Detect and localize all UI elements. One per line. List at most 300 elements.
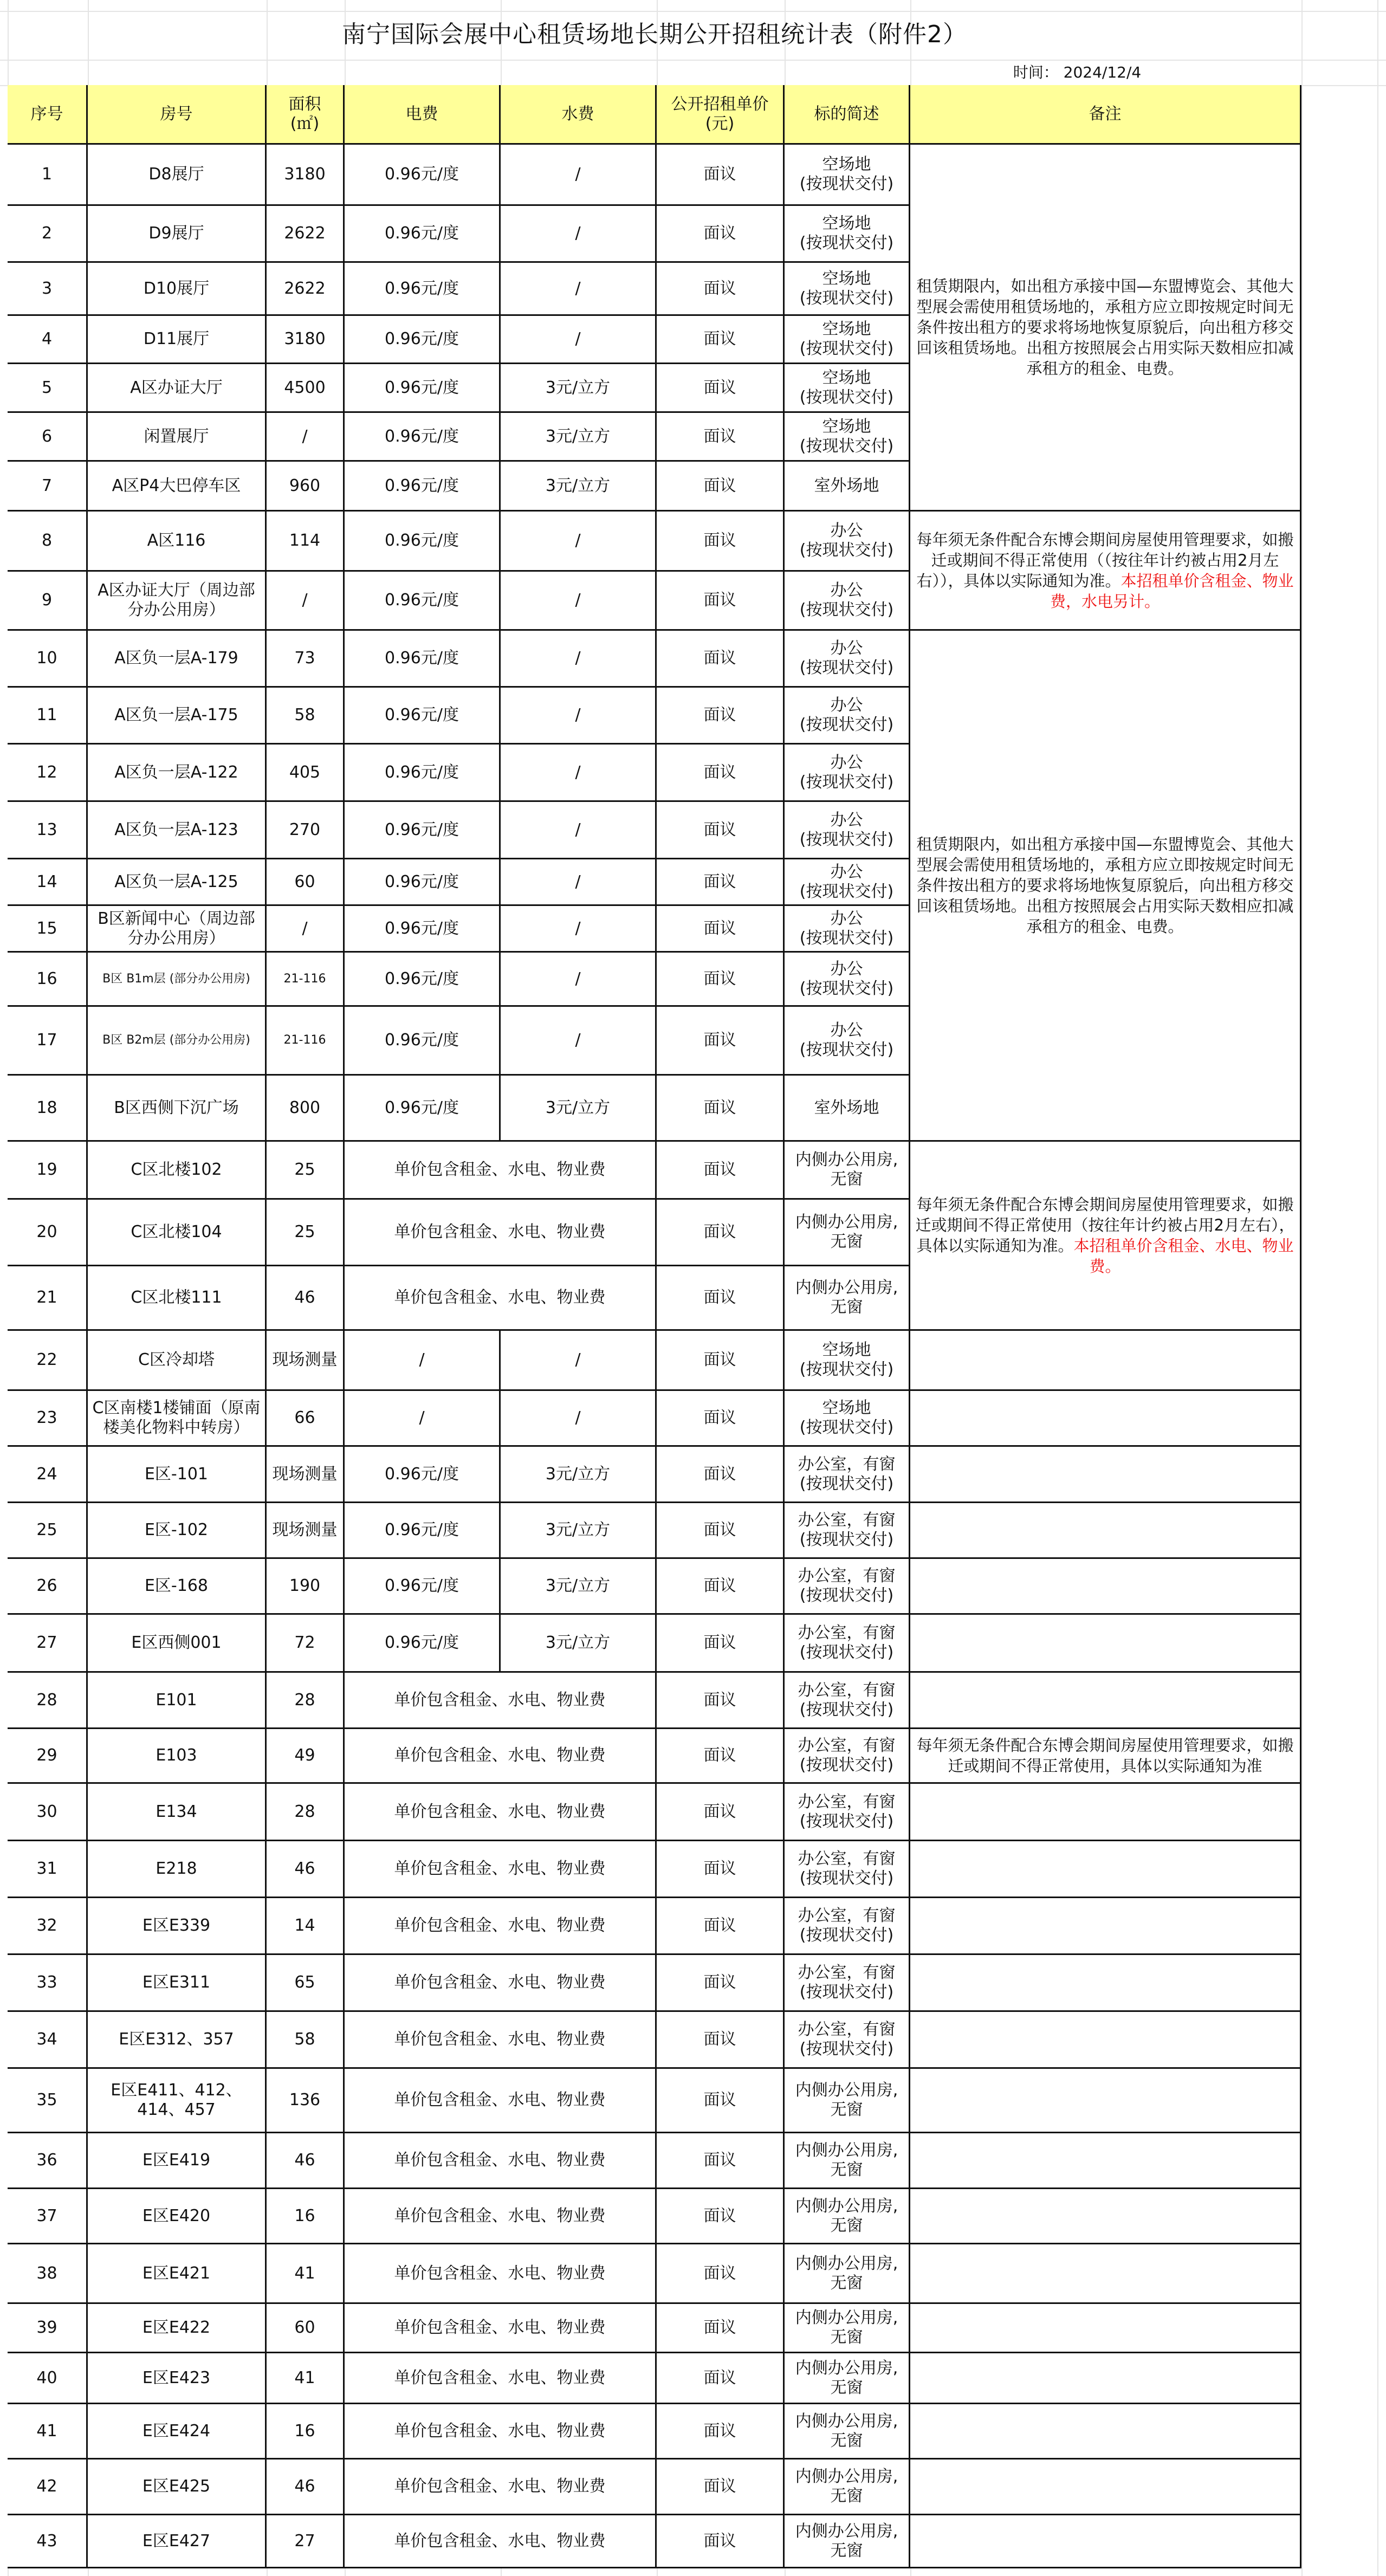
row-room xyxy=(88,572,267,631)
remark-row-29-text xyxy=(915,1735,1296,1776)
row-electricity xyxy=(345,145,501,206)
row-room-text: B区 B2m层 (部分办公用房) xyxy=(102,1033,250,1047)
row-index-text: 31 xyxy=(36,1859,57,1878)
row-description xyxy=(785,1898,910,1955)
row-room-text: B区 B1m层 (部分办公用房) xyxy=(102,972,250,986)
row-index xyxy=(8,512,88,572)
row-area xyxy=(267,2304,345,2353)
row-area-text: 190 xyxy=(289,1576,321,1595)
row-room xyxy=(88,1673,267,1729)
row-area xyxy=(267,206,345,263)
row-unit-price xyxy=(657,1076,785,1142)
row-area xyxy=(267,1784,345,1841)
row-unit-price xyxy=(657,1559,785,1615)
row-description-text: 空场地 (按现状交付) xyxy=(799,1341,894,1379)
header-remarks-text: 备注 xyxy=(1089,104,1122,124)
row-area-text: 73 xyxy=(294,649,315,668)
row-index xyxy=(8,1615,88,1673)
row-electricity xyxy=(345,316,501,364)
row-electricity xyxy=(345,688,501,745)
row-room xyxy=(88,1559,267,1615)
remark-rows-10-18-text xyxy=(915,834,1296,937)
row-electricity xyxy=(345,1391,501,1447)
row-area-text: 现场测量 xyxy=(272,1464,338,1484)
row-area-text: 现场测量 xyxy=(272,1520,338,1539)
row-area xyxy=(267,1447,345,1503)
row-index-text: 34 xyxy=(36,2030,57,2049)
row-area-text: 2622 xyxy=(284,279,326,298)
row-index xyxy=(8,1007,88,1076)
row-water xyxy=(501,413,657,462)
row-description-text: 办公 (按现状交付) xyxy=(799,810,894,849)
row-index-text: 24 xyxy=(36,1464,57,1484)
row-description xyxy=(785,1331,910,1391)
row-description xyxy=(785,1391,910,1447)
row-description-text: 空场地 (按现状交付) xyxy=(799,155,894,193)
row-water xyxy=(501,1331,657,1391)
row-unit-price xyxy=(657,1503,785,1559)
row-unit-price-text: 面议 xyxy=(703,378,736,397)
row-unit-price-text: 面议 xyxy=(703,2263,736,2283)
row-index xyxy=(8,688,88,745)
row-area xyxy=(267,2189,345,2244)
row-water-text: / xyxy=(575,918,581,938)
row-description xyxy=(785,145,910,206)
row-index xyxy=(8,413,88,462)
row-description-text: 内侧办公用房, 无窗 xyxy=(795,2358,898,2397)
row-unit-price-text: 面议 xyxy=(703,2318,736,2337)
row-area xyxy=(267,2515,345,2568)
row-unit-price xyxy=(657,2460,785,2515)
row-unit-price xyxy=(657,1142,785,1200)
remark-empty xyxy=(910,1447,1301,1503)
row-index-text: 37 xyxy=(36,2206,57,2225)
row-room-text: C区北楼111 xyxy=(131,1288,222,1307)
row-area-text: 46 xyxy=(294,2477,315,2496)
row-description xyxy=(785,859,910,906)
row-area-text: 4500 xyxy=(284,378,326,397)
row-area xyxy=(267,906,345,953)
row-room-text: C区北楼102 xyxy=(131,1160,222,1179)
row-fee-inclusive-text: 单价包含租金、水电、物业费 xyxy=(394,1859,606,1878)
row-water-text: / xyxy=(575,872,581,891)
row-index-text: 1 xyxy=(41,165,53,184)
row-room xyxy=(88,1266,267,1331)
row-water xyxy=(501,364,657,413)
row-index-text: 38 xyxy=(36,2263,57,2283)
row-room xyxy=(88,316,267,364)
row-area xyxy=(267,1331,345,1391)
row-water xyxy=(501,512,657,572)
row-unit-price xyxy=(657,1200,785,1266)
row-description-text: 内侧办公用房, 无窗 xyxy=(795,2308,898,2347)
row-room-text: D11展厅 xyxy=(143,329,210,348)
row-room xyxy=(88,631,267,688)
remark-rows-10-18 xyxy=(910,631,1301,1142)
row-room-text: E区E423 xyxy=(142,2368,211,2387)
row-electricity xyxy=(345,1007,501,1076)
row-description-text: 室外场地 xyxy=(814,1098,879,1117)
row-water xyxy=(501,145,657,206)
row-index xyxy=(8,1142,88,1200)
row-description xyxy=(785,906,910,953)
row-index xyxy=(8,1729,88,1784)
row-area xyxy=(267,688,345,745)
row-fee-inclusive-text: 单价包含租金、水电、物业费 xyxy=(394,1802,606,1821)
row-unit-price-text: 面议 xyxy=(703,1222,736,1241)
row-description xyxy=(785,462,910,512)
row-room xyxy=(88,2069,267,2133)
row-index xyxy=(8,2353,88,2404)
row-description xyxy=(785,1076,910,1142)
row-index xyxy=(8,2133,88,2189)
row-index xyxy=(8,1784,88,1841)
row-water-text: / xyxy=(575,649,581,668)
row-water xyxy=(501,462,657,512)
row-index-text: 23 xyxy=(36,1408,57,1427)
row-unit-price-text: 面议 xyxy=(703,969,736,988)
row-unit-price-text: 面议 xyxy=(703,1408,736,1427)
row-unit-price-text: 面议 xyxy=(703,649,736,668)
row-area-text: 现场测量 xyxy=(272,1350,338,1369)
row-description-text: 办公 (按现状交付) xyxy=(799,521,894,560)
row-index xyxy=(8,1331,88,1391)
row-fee-inclusive xyxy=(345,2069,657,2133)
row-index xyxy=(8,1447,88,1503)
row-unit-price xyxy=(657,2012,785,2069)
row-room-text: A区负一层A-125 xyxy=(114,872,238,891)
row-description xyxy=(785,1142,910,1200)
row-fee-inclusive xyxy=(345,2304,657,2353)
remark-rows-8-9-text xyxy=(915,529,1296,612)
row-area xyxy=(267,1076,345,1142)
row-area xyxy=(267,859,345,906)
row-index-text: 33 xyxy=(36,1973,57,1992)
row-water-text: 3元/立方 xyxy=(545,1464,611,1484)
row-room xyxy=(88,2189,267,2244)
row-room xyxy=(88,512,267,572)
row-description-text: 空场地 (按现状交付) xyxy=(799,214,894,253)
row-index xyxy=(8,2069,88,2133)
row-room xyxy=(88,1007,267,1076)
row-fee-inclusive-text: 单价包含租金、水电、物业费 xyxy=(394,2531,606,2551)
row-unit-price xyxy=(657,206,785,263)
row-index xyxy=(8,1266,88,1331)
row-unit-price-text: 面议 xyxy=(703,1288,736,1307)
row-unit-price-text: 面议 xyxy=(703,1859,736,1878)
row-unit-price-text: 面议 xyxy=(703,2090,736,2109)
row-area xyxy=(267,462,345,512)
row-index-text: 19 xyxy=(36,1160,57,1179)
row-electricity xyxy=(345,364,501,413)
row-room-text: E区E419 xyxy=(142,2151,211,2170)
row-description-text: 办公室，有窗 (按现状交付) xyxy=(798,1736,896,1775)
row-area xyxy=(267,2012,345,2069)
row-description-text: 办公 (按现状交付) xyxy=(799,696,894,734)
row-area-text: 14 xyxy=(294,1916,315,1935)
row-area xyxy=(267,631,345,688)
row-room-text: E区-168 xyxy=(144,1576,209,1595)
row-fee-inclusive-text: 单价包含租金、水电、物业费 xyxy=(394,2206,606,2225)
header-unit-price xyxy=(657,85,785,145)
row-water-text: 3元/立方 xyxy=(545,1633,611,1652)
row-description xyxy=(785,1200,910,1266)
row-electricity-text: / xyxy=(419,1408,425,1427)
row-description-text: 内侧办公用房, 无窗 xyxy=(795,2254,898,2293)
row-description xyxy=(785,316,910,364)
row-index xyxy=(8,2244,88,2304)
row-electricity xyxy=(345,906,501,953)
row-area xyxy=(267,1200,345,1266)
row-index xyxy=(8,2404,88,2460)
row-unit-price-text: 面议 xyxy=(703,1802,736,1821)
row-area xyxy=(267,2244,345,2304)
row-unit-price-text: 面议 xyxy=(703,2206,736,2225)
row-fee-inclusive-text: 单价包含租金、水电、物业费 xyxy=(394,2030,606,2049)
header-description-text: 标的简述 xyxy=(814,104,879,124)
remark-empty xyxy=(910,2069,1301,2133)
row-index xyxy=(8,462,88,512)
row-room-text: A区负一层A-123 xyxy=(114,820,238,839)
remark-empty xyxy=(910,1841,1301,1898)
row-room-text: B区西侧下沉广场 xyxy=(114,1098,239,1117)
row-area xyxy=(267,1503,345,1559)
row-water-text: / xyxy=(575,329,581,348)
row-unit-price xyxy=(657,631,785,688)
row-index-text: 41 xyxy=(36,2421,57,2441)
row-electricity xyxy=(345,745,501,802)
row-electricity-text: 0.96元/度 xyxy=(385,1633,459,1652)
row-room-text: E区E425 xyxy=(142,2477,211,2496)
row-index-text: 7 xyxy=(41,476,53,495)
row-area xyxy=(267,572,345,631)
row-index xyxy=(8,1200,88,1266)
row-description xyxy=(785,2404,910,2460)
row-index-text: 8 xyxy=(41,531,53,550)
row-index-text: 28 xyxy=(36,1690,57,1710)
row-room xyxy=(88,1391,267,1447)
row-index-text: 17 xyxy=(36,1031,57,1050)
row-area-text: 405 xyxy=(289,762,321,782)
row-room xyxy=(88,2460,267,2515)
row-index-text: 13 xyxy=(36,820,57,839)
header-description xyxy=(785,85,910,145)
row-description xyxy=(785,572,910,631)
row-room-text: E101 xyxy=(156,1690,197,1710)
row-water xyxy=(501,1391,657,1447)
row-water-text: 3元/立方 xyxy=(545,1098,611,1117)
row-description-text: 办公室，有窗 (按现状交付) xyxy=(798,1454,896,1493)
row-description xyxy=(785,2460,910,2515)
row-index-text: 2 xyxy=(41,224,53,243)
row-room-text: A区负一层A-175 xyxy=(114,706,238,724)
row-description xyxy=(785,1447,910,1503)
row-electricity-text: 0.96元/度 xyxy=(385,706,459,724)
remark-rows-8-9 xyxy=(910,512,1301,631)
row-description xyxy=(785,1841,910,1898)
row-water xyxy=(501,1007,657,1076)
row-description xyxy=(785,1729,910,1784)
row-electricity-text: 0.96元/度 xyxy=(385,649,459,668)
row-index-text: 10 xyxy=(36,649,57,668)
remark-text: 租赁期限内，如出租方承接中国—东盟博览会、其他大型展会需使用租赁场地的，承租方应立即按规定时间无条件按出租方的要求将场地恢复原貌后，向出租方移交回该租赁场地。出租方按照展会占用实际天数相应扣减承租方的租金、电费。 xyxy=(916,277,1294,378)
row-unit-price-text: 面议 xyxy=(703,1098,736,1117)
row-area-text: 46 xyxy=(294,1288,315,1307)
row-unit-price xyxy=(657,2304,785,2353)
row-area-text: 3180 xyxy=(284,165,326,184)
row-area-text: 114 xyxy=(289,531,321,550)
row-area-text: / xyxy=(302,918,308,938)
row-room xyxy=(88,1841,267,1898)
row-index-text: 25 xyxy=(36,1520,57,1539)
row-unit-price xyxy=(657,364,785,413)
row-room-text: E区E427 xyxy=(142,2531,211,2551)
row-fee-inclusive-text: 单价包含租金、水电、物业费 xyxy=(394,1973,606,1992)
row-unit-price-text: 面议 xyxy=(703,2151,736,2170)
row-fee-inclusive xyxy=(345,1841,657,1898)
row-room xyxy=(88,1503,267,1559)
row-description-text: 内侧办公用房, 无窗 xyxy=(795,1150,898,1189)
row-water xyxy=(501,1559,657,1615)
row-index-text: 36 xyxy=(36,2151,57,2170)
row-unit-price-text: 面议 xyxy=(703,2421,736,2441)
remark-empty xyxy=(910,1615,1301,1673)
row-description xyxy=(785,631,910,688)
row-water xyxy=(501,316,657,364)
row-room-text: E区E421 xyxy=(142,2263,211,2283)
row-water xyxy=(501,631,657,688)
row-index xyxy=(8,316,88,364)
row-room-text: E区西侧001 xyxy=(131,1633,222,1652)
row-electricity xyxy=(345,462,501,512)
row-area xyxy=(267,1007,345,1076)
row-description-text: 办公 (按现状交付) xyxy=(799,753,894,792)
row-water-text: / xyxy=(575,531,581,550)
row-water-text: / xyxy=(575,1031,581,1050)
row-water xyxy=(501,263,657,316)
row-room-text: D9展厅 xyxy=(148,224,204,243)
row-electricity-text: 0.96元/度 xyxy=(385,1098,459,1117)
row-description xyxy=(785,802,910,859)
row-area-text: 270 xyxy=(289,820,321,839)
row-electricity xyxy=(345,1076,501,1142)
row-water xyxy=(501,1447,657,1503)
remark-rows-1-7 xyxy=(910,145,1301,512)
remark-empty xyxy=(910,1898,1301,1955)
page-title: 南宁国际会展中心租赁场地长期公开招租统计表（附件2） xyxy=(342,21,967,48)
header-area xyxy=(267,85,345,145)
row-water xyxy=(501,802,657,859)
row-description-text: 办公室，有窗 (按现状交付) xyxy=(798,1963,896,2002)
row-room xyxy=(88,2012,267,2069)
row-unit-price xyxy=(657,1673,785,1729)
row-unit-price xyxy=(657,2353,785,2404)
row-fee-inclusive-text: 单价包含租金、水电、物业费 xyxy=(394,2090,606,2109)
row-unit-price xyxy=(657,2133,785,2189)
row-index-text: 43 xyxy=(36,2531,57,2551)
row-water xyxy=(501,1076,657,1142)
row-description xyxy=(785,2133,910,2189)
row-unit-price-text: 面议 xyxy=(703,762,736,782)
row-area xyxy=(267,2133,345,2189)
row-unit-price xyxy=(657,1784,785,1841)
row-description-text: 办公 (按现状交付) xyxy=(799,909,894,948)
row-index xyxy=(8,1955,88,2012)
row-description-text: 办公室，有窗 (按现状交付) xyxy=(798,1623,896,1662)
row-unit-price-text: 面议 xyxy=(703,1031,736,1050)
row-index-text: 20 xyxy=(36,1222,57,1241)
row-unit-price xyxy=(657,413,785,462)
row-index-text: 18 xyxy=(36,1098,57,1117)
row-room-text: E区E339 xyxy=(142,1916,211,1935)
row-unit-price xyxy=(657,2069,785,2133)
row-area-text: 58 xyxy=(294,706,315,724)
row-unit-price xyxy=(657,859,785,906)
row-area xyxy=(267,512,345,572)
row-description xyxy=(785,263,910,316)
row-unit-price-text: 面议 xyxy=(703,2531,736,2551)
row-description xyxy=(785,2304,910,2353)
row-area-text: 60 xyxy=(294,872,315,891)
row-fee-inclusive xyxy=(345,1673,657,1729)
row-electricity-text: 0.96元/度 xyxy=(385,426,459,446)
row-unit-price-text: 面议 xyxy=(703,426,736,446)
row-unit-price-text: 面议 xyxy=(703,2477,736,2496)
row-room xyxy=(88,462,267,512)
row-area-text: 800 xyxy=(289,1098,321,1117)
row-unit-price-text: 面议 xyxy=(703,165,736,184)
row-index-text: 6 xyxy=(41,426,53,446)
row-index xyxy=(8,906,88,953)
row-description xyxy=(785,2189,910,2244)
row-index xyxy=(8,2515,88,2568)
row-room-text: A区P4大巴停车区 xyxy=(112,476,241,495)
row-room-text: E区-102 xyxy=(144,1520,209,1539)
row-water xyxy=(501,906,657,953)
row-area-text: 27 xyxy=(294,2531,315,2551)
row-water-text: 3元/立方 xyxy=(545,426,611,446)
row-description xyxy=(785,2069,910,2133)
row-index xyxy=(8,1391,88,1447)
row-unit-price-text: 面议 xyxy=(703,1576,736,1595)
row-fee-inclusive xyxy=(345,1729,657,1784)
remark-empty xyxy=(910,1784,1301,1841)
row-room-text: E区-101 xyxy=(144,1464,209,1484)
row-room-text: B区新闻中心（周边部分办公用房） xyxy=(98,909,255,948)
row-description xyxy=(785,2515,910,2568)
row-room-text: E区E422 xyxy=(142,2318,211,2337)
row-description-text: 办公室，有窗 (按现状交付) xyxy=(798,1906,896,1945)
row-index-text: 32 xyxy=(36,1916,57,1935)
row-description-text: 办公室，有窗 (按现状交付) xyxy=(798,1849,896,1888)
row-area xyxy=(267,263,345,316)
row-area-text: 72 xyxy=(294,1633,315,1652)
row-area-text: / xyxy=(302,426,308,446)
row-room xyxy=(88,802,267,859)
row-description-text: 办公室，有窗 (按现状交付) xyxy=(798,2020,896,2059)
row-room xyxy=(88,2515,267,2568)
row-water-text: 3元/立方 xyxy=(545,1520,611,1539)
row-unit-price xyxy=(657,1266,785,1331)
remark-empty xyxy=(910,2404,1301,2460)
row-room-text: E103 xyxy=(156,1746,197,1765)
row-unit-price xyxy=(657,1955,785,2012)
row-description-text: 办公 (按现状交付) xyxy=(799,959,894,998)
row-unit-price-text: 面议 xyxy=(703,591,736,610)
row-electricity-text: 0.96元/度 xyxy=(385,329,459,348)
row-fee-inclusive xyxy=(345,2012,657,2069)
header-remarks xyxy=(910,85,1301,145)
